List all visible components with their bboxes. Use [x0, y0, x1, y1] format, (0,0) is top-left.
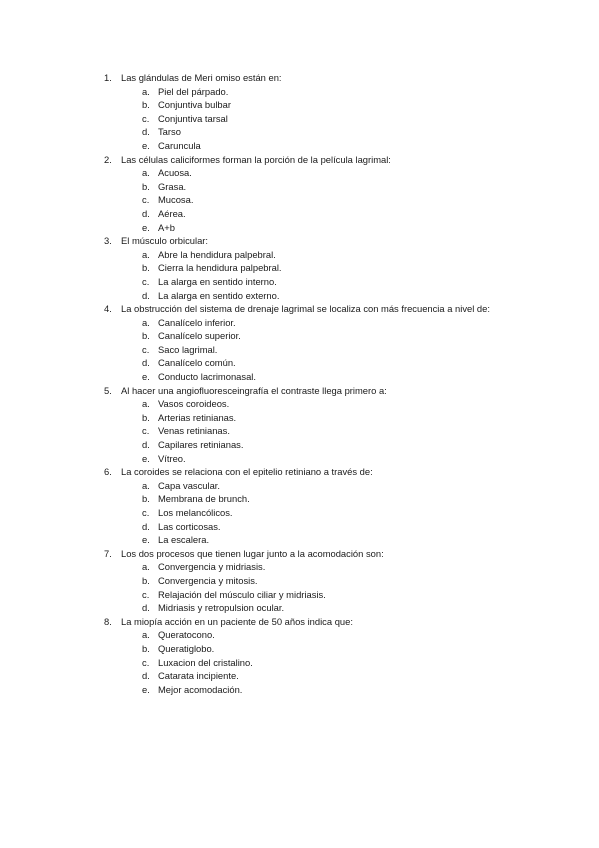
answer-options: [121, 397, 510, 465]
question-number: 8.: [104, 615, 112, 627]
option-letter: c.: [142, 343, 150, 355]
option-letter: b.: [142, 493, 150, 505]
option-letter: b.: [142, 180, 150, 192]
answer-options: [121, 248, 510, 302]
option-text: Saco lagrimal.: [158, 343, 218, 355]
answer-option: [121, 275, 510, 289]
option-letter: d.: [142, 439, 150, 451]
answer-option: [121, 588, 510, 602]
answer-option: [121, 343, 510, 357]
option-letter: a.: [142, 561, 150, 573]
option-text: La alarga en sentido externo.: [158, 289, 280, 301]
option-text: Grasa.: [158, 180, 187, 192]
answer-option: [121, 139, 510, 153]
option-letter: a.: [142, 629, 150, 641]
option-text: Membrana de brunch.: [158, 493, 250, 505]
answer-option: [121, 221, 510, 235]
option-text: Convergencia y mitosis.: [158, 574, 258, 586]
answer-options: [121, 628, 510, 696]
answer-option: [121, 492, 510, 506]
question-number: 5.: [104, 384, 112, 396]
answer-option: [121, 261, 510, 275]
answer-option: [121, 356, 510, 370]
option-letter: d.: [142, 602, 150, 614]
answer-option: [121, 642, 510, 656]
option-letter: d.: [142, 126, 150, 138]
option-text: Venas retinianas.: [158, 425, 230, 437]
question-number: 3.: [104, 235, 112, 247]
answer-option: [121, 112, 510, 126]
option-text: Luxacion del cristalino.: [158, 656, 253, 668]
option-text: Vítreo.: [158, 452, 186, 464]
question-text: La coroides se relaciona con el epitelio retiniano a través de:: [121, 466, 373, 478]
option-letter: c.: [142, 588, 150, 600]
answer-option: [121, 424, 510, 438]
option-text: Convergencia y midriasis.: [158, 561, 266, 573]
option-text: Las corticosas.: [158, 520, 221, 532]
option-text: Mejor acomodación.: [158, 683, 243, 695]
option-letter: a.: [142, 85, 150, 97]
question-item: [100, 71, 510, 153]
answer-option: [121, 397, 510, 411]
question-text: Al hacer una angiofluoresceingrafía el contraste llega primero a:: [121, 384, 387, 396]
option-letter: b.: [142, 574, 150, 586]
option-text: Conjuntiva tarsal: [158, 112, 228, 124]
answer-options: [121, 560, 510, 614]
question-text: Las células caliciformes forman la porción de la película lagrimal:: [121, 153, 391, 165]
question-number: 1.: [104, 72, 112, 83]
answer-option: [121, 193, 510, 207]
option-letter: b.: [142, 99, 150, 111]
question-list: [100, 71, 510, 696]
option-letter: c.: [142, 425, 150, 437]
option-text: Tarso: [158, 126, 181, 138]
answer-option: [121, 506, 510, 520]
option-text: Canalícelo superior.: [158, 330, 241, 342]
answer-option: [121, 628, 510, 642]
option-text: A+b: [158, 221, 175, 233]
option-letter: b.: [142, 411, 150, 423]
option-letter: e.: [142, 371, 150, 383]
option-text: Queratiglobo.: [158, 642, 215, 654]
question-number: 6.: [104, 466, 112, 478]
option-letter: d.: [142, 289, 150, 301]
question-number: 2.: [104, 153, 112, 165]
question-number: 4.: [104, 303, 112, 315]
question-text: Los dos procesos que tienen lugar junto a la acomodación son:: [121, 547, 384, 559]
option-text: Conducto lacrimonasal.: [158, 371, 256, 383]
option-text: Queratocono.: [158, 629, 215, 641]
answer-options: [121, 85, 510, 153]
answer-options: [121, 316, 510, 384]
option-letter: e.: [142, 683, 150, 695]
option-letter: e.: [142, 221, 150, 233]
question-item: [100, 384, 510, 466]
option-letter: d.: [142, 670, 150, 682]
option-text: Conjuntiva bulbar: [158, 99, 231, 111]
option-text: Mucosa.: [158, 194, 194, 206]
question-item: [100, 547, 510, 615]
option-letter: a.: [142, 248, 150, 260]
answer-option: [121, 520, 510, 534]
question-text: Las glándulas de Meri omiso están en:: [121, 72, 282, 83]
option-text: Midriasis y retropulsion ocular.: [158, 602, 285, 614]
option-text: Abre la hendidura palpebral.: [158, 248, 276, 260]
option-text: Arterias retinianas.: [158, 411, 237, 423]
question-text: El músculo orbicular:: [121, 235, 209, 247]
question-item: [100, 153, 510, 235]
option-letter: c.: [142, 112, 150, 124]
option-letter: c.: [142, 194, 150, 206]
option-letter: d.: [142, 520, 150, 532]
answer-option: [121, 289, 510, 303]
answer-options: [121, 479, 510, 547]
option-text: Capa vascular.: [158, 479, 221, 491]
answer-option: [121, 329, 510, 343]
question-item: [100, 302, 510, 384]
answer-option: [121, 411, 510, 425]
answer-option: [121, 248, 510, 262]
answer-option: [121, 438, 510, 452]
option-letter: d.: [142, 357, 150, 369]
question-item: [100, 465, 510, 547]
answer-option: [121, 656, 510, 670]
answer-option: [121, 533, 510, 547]
option-letter: c.: [142, 507, 150, 518]
option-letter: a.: [142, 479, 150, 491]
answer-option: [121, 560, 510, 574]
option-text: Aérea.: [158, 207, 186, 219]
answer-options: [121, 166, 510, 234]
option-letter: b.: [142, 262, 150, 274]
option-text: Cierra la hendidura palpebral.: [158, 262, 282, 274]
answer-option: [121, 683, 510, 697]
question-text: La obstrucción del sistema de drenaje lagrimal se localiza con más frecuencia a nivel de:: [121, 303, 490, 315]
option-text: Relajación del músculo ciliar y midriasis.: [158, 588, 326, 600]
option-text: La escalera.: [158, 534, 210, 546]
option-text: Caruncula: [158, 139, 201, 151]
answer-option: [121, 316, 510, 330]
question-text: La miopía acción en un paciente de 50 años indica que:: [121, 615, 353, 627]
option-text: Canalícelo común.: [158, 357, 236, 369]
option-letter: c.: [142, 275, 150, 287]
option-text: Capilares retinianas.: [158, 439, 244, 451]
answer-option: [121, 125, 510, 139]
option-letter: d.: [142, 207, 150, 219]
answer-option: [121, 85, 510, 99]
option-letter: c.: [142, 656, 150, 668]
answer-option: [121, 669, 510, 683]
option-letter: e.: [142, 452, 150, 464]
answer-option: [121, 601, 510, 615]
answer-option: [121, 574, 510, 588]
question-item: [100, 615, 510, 697]
option-text: Canalícelo inferior.: [158, 316, 236, 328]
answer-option: [121, 207, 510, 221]
option-letter: e.: [142, 534, 150, 546]
question-number: 7.: [104, 547, 112, 559]
option-text: Acuosa.: [158, 167, 192, 179]
option-text: Catarata incipiente.: [158, 670, 239, 682]
option-letter: e.: [142, 139, 150, 151]
answer-option: [121, 98, 510, 112]
option-text: La alarga en sentido interno.: [158, 275, 277, 287]
option-letter: a.: [142, 167, 150, 179]
answer-option: [121, 180, 510, 194]
answer-option: [121, 452, 510, 466]
option-text: Piel del párpado.: [158, 85, 229, 97]
answer-option: [121, 370, 510, 384]
answer-option: [121, 479, 510, 493]
answer-option: [121, 166, 510, 180]
option-letter: a.: [142, 398, 150, 410]
option-letter: a.: [142, 316, 150, 328]
option-text: Los melancólicos.: [158, 507, 233, 518]
option-letter: b.: [142, 642, 150, 654]
option-letter: b.: [142, 330, 150, 342]
option-text: Vasos coroideos.: [158, 398, 230, 410]
question-item: [100, 234, 510, 302]
